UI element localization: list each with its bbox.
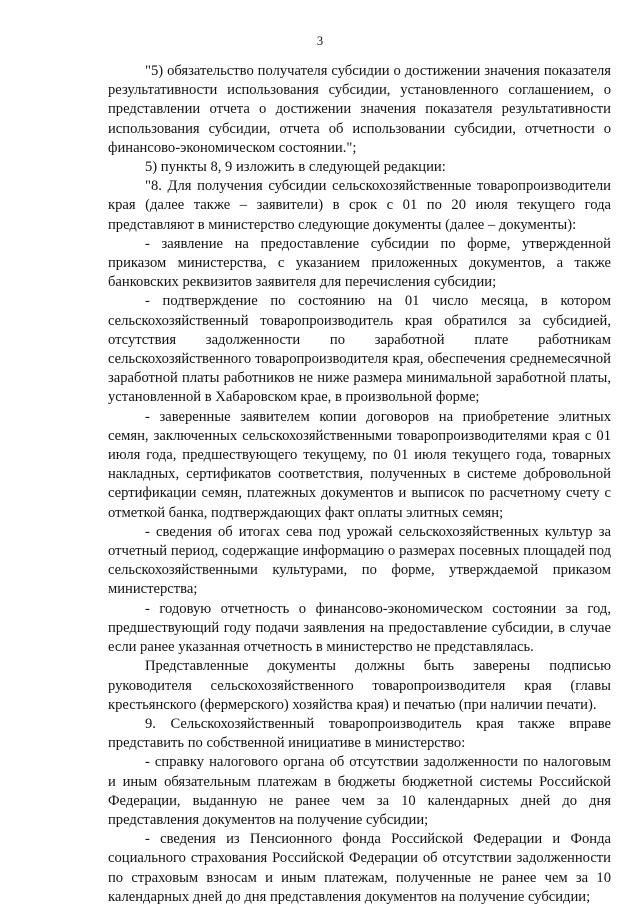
document-body: [108, 62, 611, 907]
page-number: 3: [316, 34, 324, 48]
list-item-pension-fund-info: - сведения из Пенсионного фонда Российской Федерации и Фонда социального страхования Российской Федерации об отсутствии задолженности по страховым взносам и иным платежам, полученные не ранее чем за 10 календарных дней до дня представления документов на получение субсидии;: [108, 831, 611, 905]
paragraph-signature-requirement: Представленные документы должны быть заверены подписью руководителя сельскохозяйственного товаропроизводителя края (главы крестьянского (фермерского) хозяйства края) и печатью (при наличии печати).: [108, 658, 611, 713]
list-item-sowing-results: - сведения об итогах сева под урожай сельскохозяйственных культур за отчетный период, содержащие информацию о размерах посевных площадей под сельскохозяйственными культурами, по форме, утверждаемой приказом министерства;: [108, 523, 611, 598]
list-item-annual-report: - годовую отчетность о финансово-экономическом состоянии за год, предшествующий году подачи заявления на предоставление субсидии, в случае если ранее указанная отчетность в министерство не представлялась.: [108, 600, 611, 656]
list-item-application: - заявление на предоставление субсидии по форме, утвержденной приказом министерства, с указанием приложенных документов, а также банковских реквизитов заявителя для перечисления субсидии;: [108, 235, 611, 291]
paragraph-clause-8: "8. Для получения субсидии сельскохозяйственные товаропроизводители края (далее также – заявители) в срок с 01 по 20 июля текущего года представляют в министерство следующие документы (далее – документы):: [108, 178, 611, 233]
paragraph-item-5-obligation: "5) обязательство получателя субсидии о достижении значения показателя результативности использования субсидии, установленного соглашением, о представлении отчета о достижении значения показателя результативности использования субсидии, отчета об использовании субсидии, отчетности о финансово-экономическом состоянии.";: [108, 63, 611, 156]
list-item-salary-confirmation: - подтверждение по состоянию на 01 число месяца, в котором сельскохозяйственный товаропроизводитель края обратился за субсидией, отсутствия задолженности по заработной плате работникам сельскохозяйственного товаропроизводителя края, обеспечения среднемесячной заработной платы работников не ниже размера минимальной заработной платы, установленной в Хабаровском крае, в произвольной форме;: [108, 293, 611, 406]
list-item-seed-contracts: - заверенные заявителем копии договоров на приобретение элитных семян, заключенных сельскохозяйственными товаропроизводителями края с 01 июля года, предшествующего текущему, по 01 июля текущего года, товарных накладных, сертификатов соответствия, полученных в системе добровольной сертификации семян, платежных документов и выписок по расчетному счету с отметкой банка, подтверждающих факт оплаты элитных семян;: [108, 408, 611, 521]
list-item-tax-certificate: - справку налогового органа об отсутствии задолженности по налоговым и иным обязательным платежам в бюджеты бюджетной системы Российской Федерации, выданную не ранее чем за 10 календарных дней до дня представления документов на получение субсидии;: [108, 754, 611, 828]
paragraph-clause-9: 9. Сельскохозяйственный товаропроизводитель края также вправе представить по собственной инициативе в министерство:: [108, 715, 611, 752]
paragraph-amendment-intro: 5) пункты 8, 9 изложить в следующей редакции:: [145, 159, 446, 176]
